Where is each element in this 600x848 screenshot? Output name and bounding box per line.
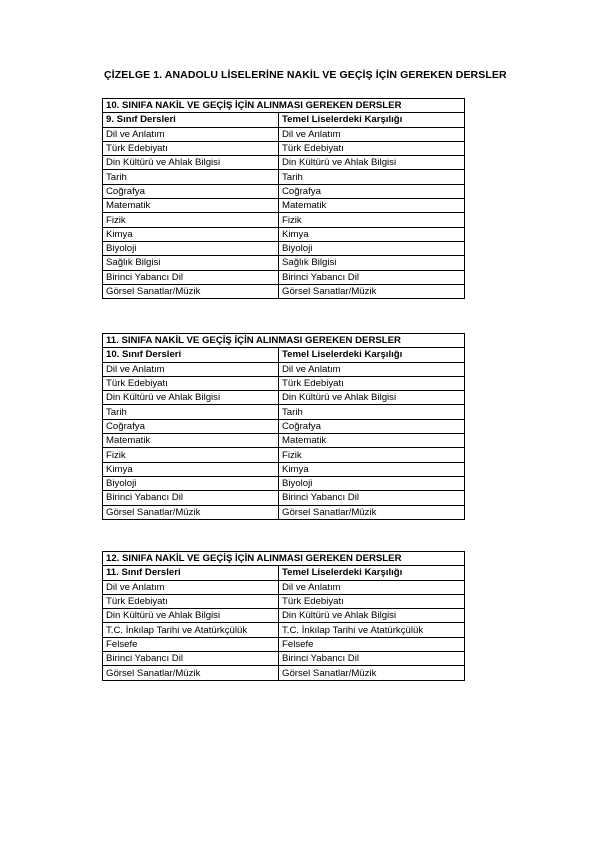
course-cell: Türk Edebiyatı bbox=[103, 141, 279, 155]
table-row bbox=[103, 170, 465, 184]
grade-12-transfer-table bbox=[102, 551, 465, 681]
table-row bbox=[103, 227, 465, 241]
equivalent-course-cell: Coğrafya bbox=[279, 419, 465, 433]
grade-11-transfer-table bbox=[102, 333, 465, 520]
equivalent-course-cell: Din Kültürü ve Ahlak Bilgisi bbox=[279, 609, 465, 623]
table-row bbox=[103, 405, 465, 419]
table-heading-row bbox=[103, 99, 465, 113]
equivalent-course-cell: Türk Edebiyatı bbox=[279, 141, 465, 155]
course-cell: Matematik bbox=[103, 434, 279, 448]
table-row bbox=[103, 141, 465, 155]
equivalent-course-cell: Fizik bbox=[279, 448, 465, 462]
column-header-row bbox=[103, 566, 465, 580]
equivalent-course-cell: T.C. İnkılap Tarihi ve Atatürkçülük bbox=[279, 623, 465, 637]
equivalent-course-cell: Görsel Sanatlar/Müzik bbox=[279, 284, 465, 298]
course-cell: Görsel Sanatlar/Müzik bbox=[103, 284, 279, 298]
course-cell: Birinci Yabancı Dil bbox=[103, 491, 279, 505]
equivalent-course-cell: Görsel Sanatlar/Müzik bbox=[279, 666, 465, 680]
course-cell: Türk Edebiyatı bbox=[103, 594, 279, 608]
table-row bbox=[103, 623, 465, 637]
course-cell: Tarih bbox=[103, 170, 279, 184]
equivalent-course-cell: Türk Edebiyatı bbox=[279, 376, 465, 390]
table-row bbox=[103, 199, 465, 213]
table-row bbox=[103, 256, 465, 270]
course-cell: Coğrafya bbox=[103, 184, 279, 198]
table-row bbox=[103, 184, 465, 198]
table-row bbox=[103, 270, 465, 284]
column-header-current-courses: 9. Sınıf Dersleri bbox=[103, 113, 279, 127]
column-header-equivalent-courses: Temel Liselerdeki Karşılığı bbox=[279, 113, 465, 127]
column-header-equivalent-courses: Temel Liselerdeki Karşılığı bbox=[279, 348, 465, 362]
course-cell: Din Kültürü ve Ahlak Bilgisi bbox=[103, 156, 279, 170]
table-row bbox=[103, 127, 465, 141]
table-row bbox=[103, 156, 465, 170]
table-heading: 10. SINIFA NAKİL VE GEÇİŞ İÇİN ALINMASI GEREKEN DERSLER bbox=[103, 99, 465, 113]
course-cell: Biyoloji bbox=[103, 476, 279, 490]
table-row bbox=[103, 476, 465, 490]
grade-10-transfer-table bbox=[102, 98, 465, 299]
equivalent-course-cell: Matematik bbox=[279, 434, 465, 448]
course-cell: Coğrafya bbox=[103, 419, 279, 433]
equivalent-course-cell: Din Kültürü ve Ahlak Bilgisi bbox=[279, 156, 465, 170]
table-row bbox=[103, 609, 465, 623]
equivalent-course-cell: Dil ve Anlatım bbox=[279, 127, 465, 141]
equivalent-course-cell: Dil ve Anlatım bbox=[279, 362, 465, 376]
column-header-current-courses: 11. Sınıf Dersleri bbox=[103, 566, 279, 580]
equivalent-course-cell: Coğrafya bbox=[279, 184, 465, 198]
course-cell: Fizik bbox=[103, 213, 279, 227]
course-cell: Matematik bbox=[103, 199, 279, 213]
table-row bbox=[103, 637, 465, 651]
course-cell: Fizik bbox=[103, 448, 279, 462]
table-row bbox=[103, 362, 465, 376]
column-header-row bbox=[103, 113, 465, 127]
table-row bbox=[103, 434, 465, 448]
table-row bbox=[103, 241, 465, 255]
course-cell: Din Kültürü ve Ahlak Bilgisi bbox=[103, 391, 279, 405]
equivalent-course-cell: Tarih bbox=[279, 170, 465, 184]
equivalent-course-cell: Türk Edebiyatı bbox=[279, 594, 465, 608]
equivalent-course-cell: Birinci Yabancı Dil bbox=[279, 652, 465, 666]
table-row bbox=[103, 448, 465, 462]
course-cell: Sağlık Bilgisi bbox=[103, 256, 279, 270]
table-heading: 12. SINIFA NAKİL VE GEÇİŞ İÇİN ALINMASI GEREKEN DERSLER bbox=[103, 552, 465, 566]
equivalent-course-cell: Birinci Yabancı Dil bbox=[279, 270, 465, 284]
table-row bbox=[103, 462, 465, 476]
table-row bbox=[103, 284, 465, 298]
table-row bbox=[103, 594, 465, 608]
course-cell: Görsel Sanatlar/Müzik bbox=[103, 505, 279, 519]
document-title: ÇİZELGE 1. ANADOLU LİSELERİNE NAKİL VE GEÇİŞ İÇİN GEREKEN DERSLER bbox=[104, 69, 507, 81]
table-row bbox=[103, 652, 465, 666]
table-row bbox=[103, 376, 465, 390]
table-heading: 11. SINIFA NAKİL VE GEÇİŞ İÇİN ALINMASI GEREKEN DERSLER bbox=[103, 334, 465, 348]
course-cell: Görsel Sanatlar/Müzik bbox=[103, 666, 279, 680]
column-header-row bbox=[103, 348, 465, 362]
equivalent-course-cell: Matematik bbox=[279, 199, 465, 213]
course-cell: Dil ve Anlatım bbox=[103, 362, 279, 376]
equivalent-course-cell: Biyoloji bbox=[279, 241, 465, 255]
equivalent-course-cell: Tarih bbox=[279, 405, 465, 419]
course-cell: Dil ve Anlatım bbox=[103, 127, 279, 141]
course-cell: Kimya bbox=[103, 227, 279, 241]
course-cell: Felsefe bbox=[103, 637, 279, 651]
column-header-current-courses: 10. Sınıf Dersleri bbox=[103, 348, 279, 362]
course-cell: Birinci Yabancı Dil bbox=[103, 652, 279, 666]
equivalent-course-cell: Birinci Yabancı Dil bbox=[279, 491, 465, 505]
column-header-equivalent-courses: Temel Liselerdeki Karşılığı bbox=[279, 566, 465, 580]
course-cell: Biyoloji bbox=[103, 241, 279, 255]
table-heading-row bbox=[103, 334, 465, 348]
equivalent-course-cell: Kimya bbox=[279, 227, 465, 241]
table-heading-row bbox=[103, 552, 465, 566]
table-row bbox=[103, 419, 465, 433]
equivalent-course-cell: Görsel Sanatlar/Müzik bbox=[279, 505, 465, 519]
equivalent-course-cell: Dil ve Anlatım bbox=[279, 580, 465, 594]
equivalent-course-cell: Kimya bbox=[279, 462, 465, 476]
table-row bbox=[103, 391, 465, 405]
table-row bbox=[103, 580, 465, 594]
course-cell: T.C. İnkılap Tarihi ve Atatürkçülük bbox=[103, 623, 279, 637]
equivalent-course-cell: Biyoloji bbox=[279, 476, 465, 490]
table-row bbox=[103, 505, 465, 519]
course-cell: Dil ve Anlatım bbox=[103, 580, 279, 594]
equivalent-course-cell: Din Kültürü ve Ahlak Bilgisi bbox=[279, 391, 465, 405]
course-cell: Kimya bbox=[103, 462, 279, 476]
table-row bbox=[103, 213, 465, 227]
course-cell: Birinci Yabancı Dil bbox=[103, 270, 279, 284]
equivalent-course-cell: Sağlık Bilgisi bbox=[279, 256, 465, 270]
equivalent-course-cell: Felsefe bbox=[279, 637, 465, 651]
course-cell: Din Kültürü ve Ahlak Bilgisi bbox=[103, 609, 279, 623]
course-cell: Tarih bbox=[103, 405, 279, 419]
course-cell: Türk Edebiyatı bbox=[103, 376, 279, 390]
table-row bbox=[103, 666, 465, 680]
table-row bbox=[103, 491, 465, 505]
equivalent-course-cell: Fizik bbox=[279, 213, 465, 227]
